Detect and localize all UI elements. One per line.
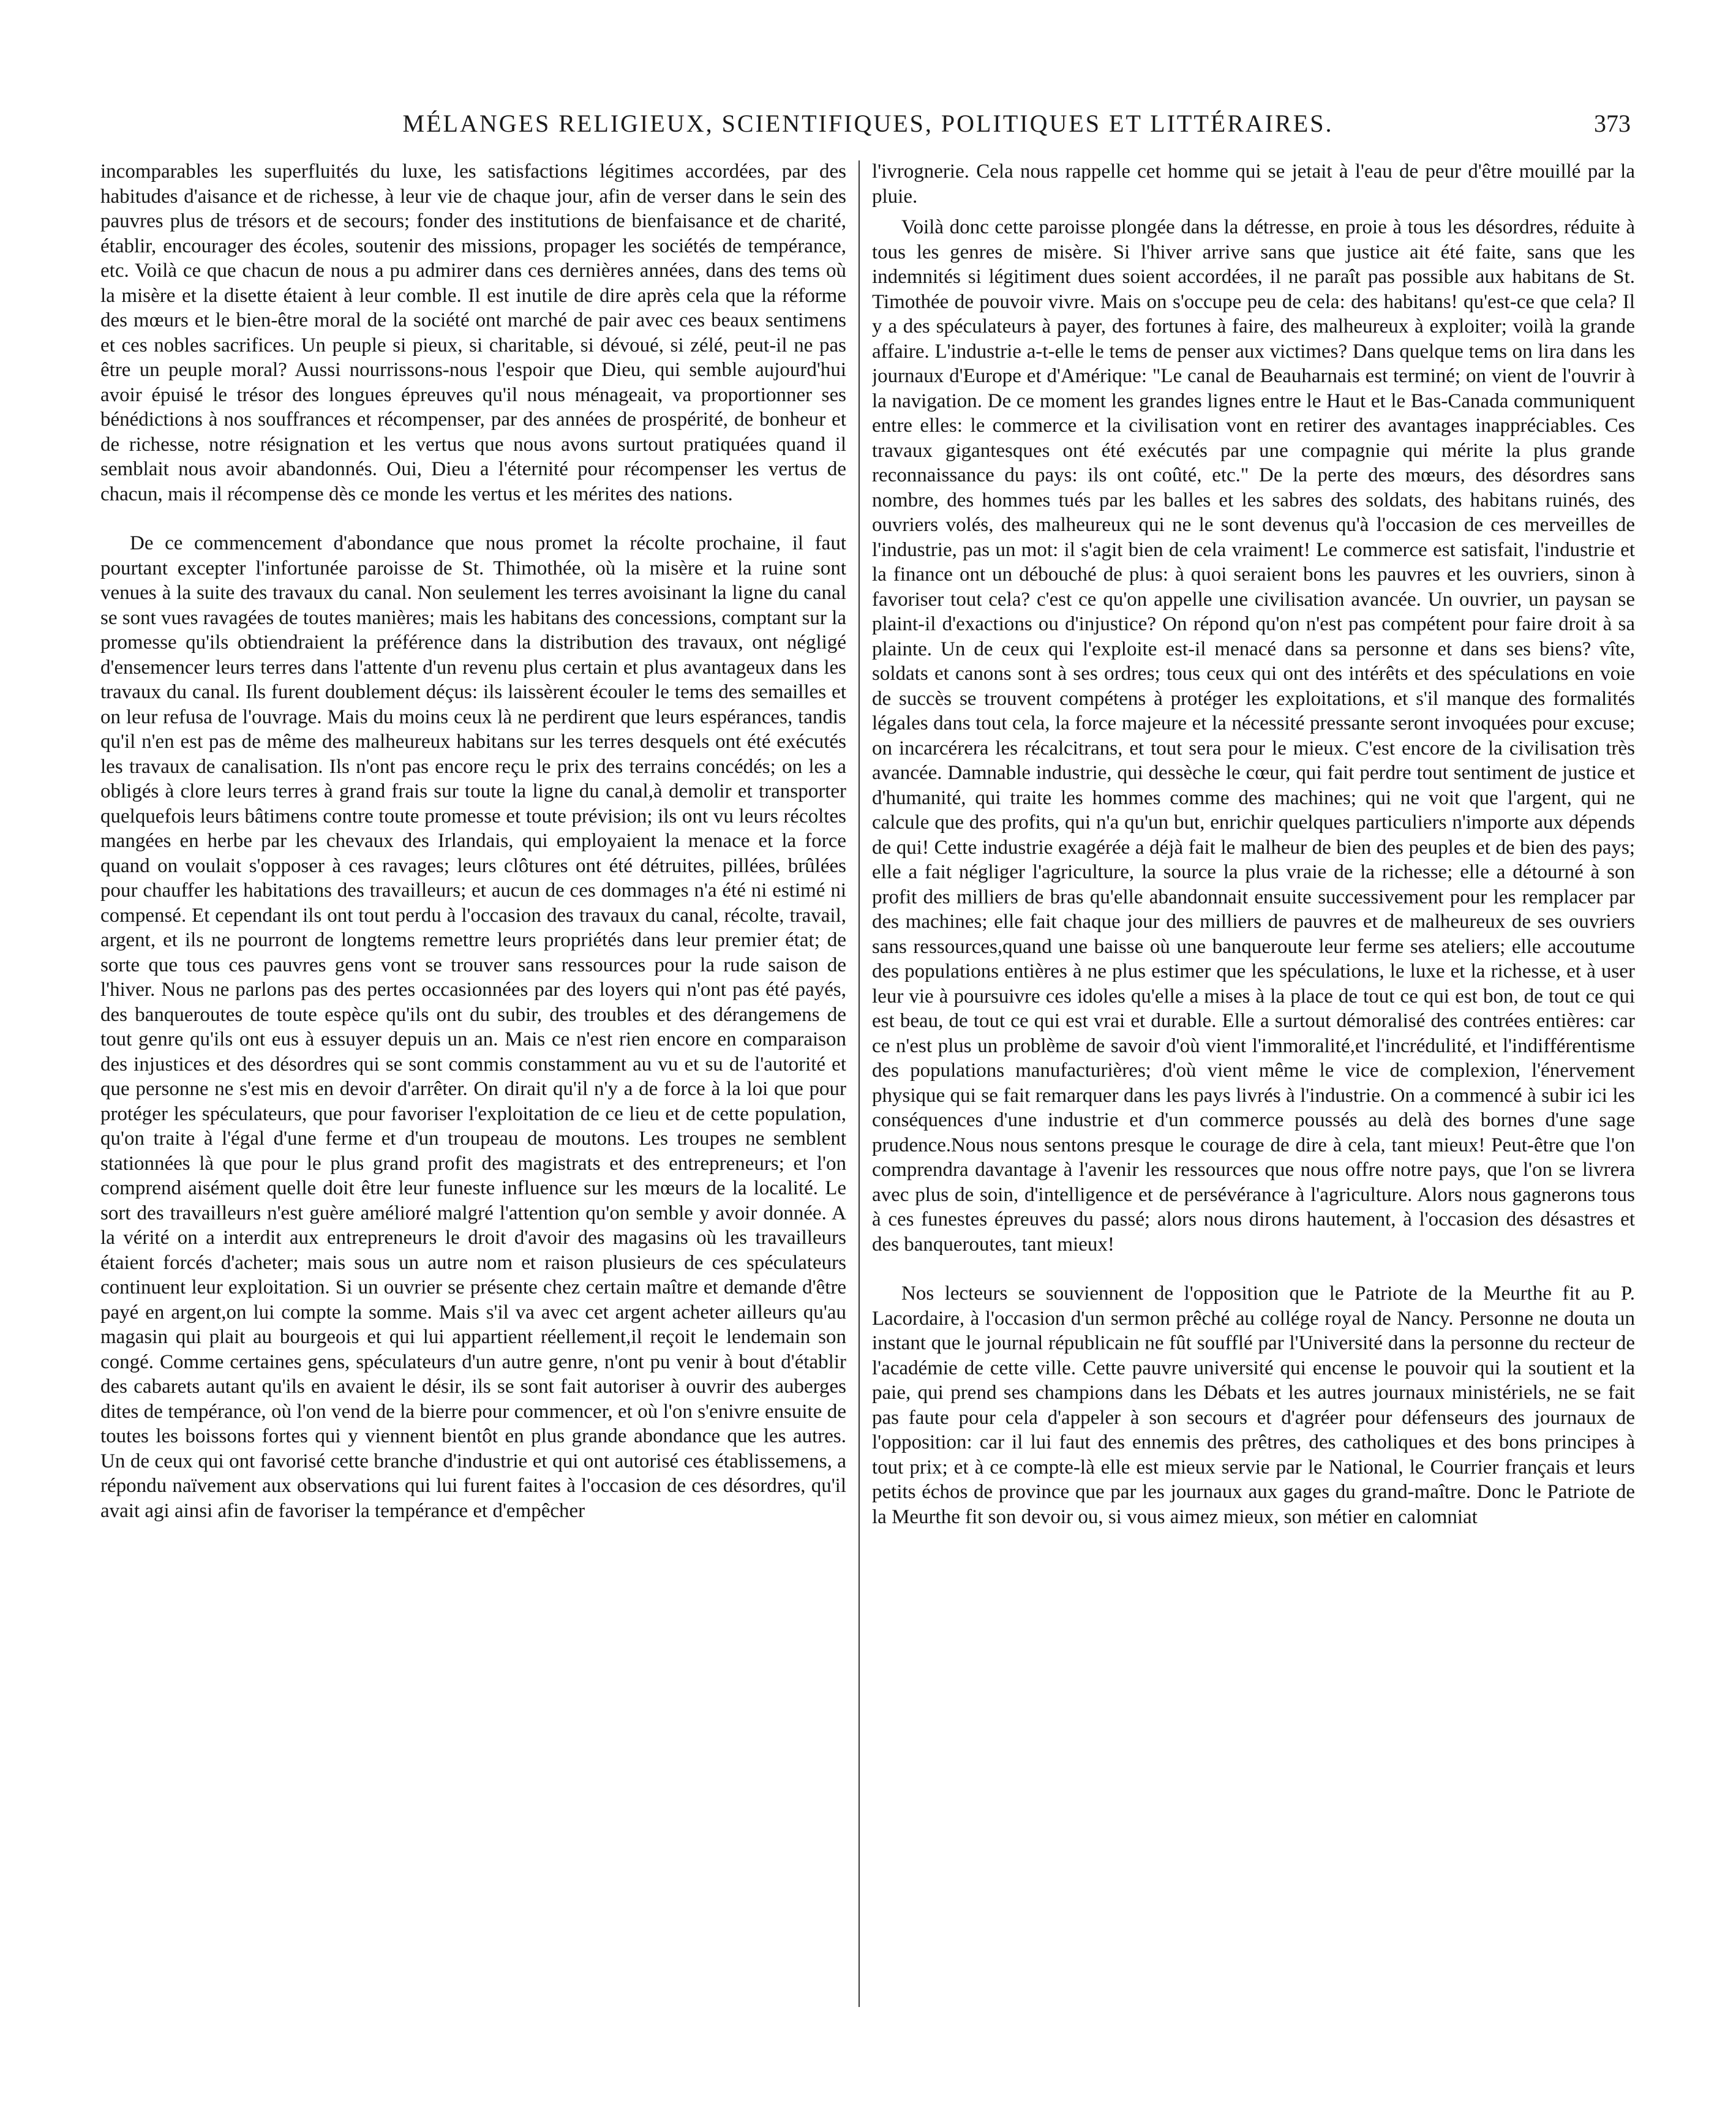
right-paragraph-2: Voilà donc cette paroisse plongée dans la détresse, en proie à tous les désordres, réduite à tous les genres de misère. Si l'hiver arrive sans que justice ait été faite, sans que les indemnités si légitiment dues soient accordées, il ne paraît pas possible aux habitans de St. Timothée de pouvoir vivre. Mais on s'occupe peu de cela: des habitans! qu'est-ce que cela? Il y a des spéculateurs à payer, des fortunes à faire, des malheureux à exploiter; voilà la grande affaire. L'industrie a-t-elle le tems de penser aux victimes? Dans quelque tems on lira dans les journaux d'Europe et d'Amérique: "Le canal de Beauharnais est terminé; on vient de l'ouvrir à la navigation. De ce moment les grandes lignes entre le Haut et le Bas-Canada communiquent entre elles: le commerce et la civilisation vont en retirer des avantages inappréciables. Ces travaux gigantesques ont été exécutés par une compagnie qui mérite la plus grande reconnaissance du pays: ils ont coûté, etc." De la perte des mœurs, des désordres sans nombre, des hommes tués par les balles et les sabres des soldats, des habitans ruinés, des ouvriers volés, des malheureux qui ne le sont devenus qu'à l'occasion de ces merveilles de l'industrie, pas un mot: il s'agit bien de cela vraiment! Le commerce est satisfait, l'industrie et la finance ont un débouché de plus: à quoi seraient bons les pauvres et les ouvriers, sinon à favoriser tout cela? c'est ce qu'on appelle une civilisation avancée. Un ouvrier, un paysan se plaint-il d'exactions ou d'injustice? On répond qu'on n'est pas compétent pour faire droit à sa plainte. Un de ceux qui l'exploite est-il menacé dans sa personne et dans ses biens? vîte, soldats et canons sont à ses ordres; tous ceux qui ont des intérêts et des spéculations en voie de succès se trouvent compétens à protéger les exploitations, et s'il manque des formalités légales dans tout cela, la force majeure et la nécessité pressante seront invoquées pour excuse; on incarcérera les récalcitrans, et tout sera pour le mieux. C'est encore de la civilisation très avancée. Damnable industrie, qui dessèche le cœur, qui fait perdre tout sentiment de justice et d'humanité, qui traite les hommes comme des machines; qui ne voit que l'argent, qui ne calcule que des profits, qui n'a qu'un but, enrichir quelques particuliers n'importe aux dépends de qui! Cette industrie exagérée a déjà fait le malheur de bien des peuples et de bien des pays; elle a fait négliger l'agriculture, la source la plus vraie de la richesse; elle a détourné à son profit des milliers de bras qu'elle abandonnait ensuite successivement pour les remplacer par des machines; elle fait chaque jour des milliers de pauvres et de malheureux de ses ouvriers sans ressources,quand une baisse où une banqueroute leur ferme ses ateliers; elle accoutume des populations entières à ne plus estimer que les spéculations, le luxe et la richesse, et à user leur vie à poursuivre ces idoles qu'elle a mises à la place de tout ce qui est bon, de tout ce qui est beau, de tout ce qui est vrai et durable. Elle a surtout démoralisé des contrées entières: car ce n'est plus un problème de savoir d'où vient l'immoralité,et l'incrédulité, et l'indifférentisme des populations manufacturières; d'où vient même le vice de complexion, l'énervement physique qui se fait remarquer dans les pays livrés à l'industrie. On a commencé à subir ici les conséquences d'une industrie et d'un commerce poussés au delà des bornes d'une sage prudence.Nous nous sentons presque le courage de dire à cela, tant mieux! Peut-être que l'on comprendra davantage à l'avenir les ressources que nous offre notre pays, que l'on se livrera avec plus de soin, d'intelligence et de persévérance à l'agriculture. Alors nous gagnerons tous à ces funestes épreuves du passé; alors nous dirons hautement, à l'occasion des désastres et des banqueroutes, tant mieux! <box>872 216 1635 1256</box>
right-paragraph-3: Nos lecteurs se souviennent de l'opposition que le Patriote de la Meurthe fit au P. Lacordaire, à l'occasion d'un sermon prêché au collége royal de Nancy. Personne ne douta un instant que le journal républicain ne fût soufflé par l'Université dans la personne du recteur de l'académie de cette ville. Cette pauvre université qui encense le pouvoir qui la soutient et la paie, qui prend ses champions dans les Débats et les autres journaux ministériels, ne se fait pas faute pour cela d'appeler à son secours et d'agréer pour défenseurs des journaux de l'opposition: car il lui faut des ennemis des prêtres, des catholiques et des bons principes à tout prix; et à ce compte-là elle est mieux servie par le National, le Courrier français et leurs petits échos de province que par les journaux aux gages du grand-maître. Donc le Patriote de la Meurthe fit son devoir ou, si vous aimez mieux, son métier en calomniat <box>872 1282 1635 1528</box>
right-paragraph-1: l'ivrognerie. Cela nous rappelle cet homme qui se jetait à l'eau de peur d'être mouillé par la pluie. <box>872 160 1635 208</box>
page-header <box>100 104 1636 153</box>
left-paragraph-1: incomparables les superfluités du luxe, les satisfactions légitimes accordées, par des habitudes d'aisance et de richesse, à leur vie de chaque jour, afin de verser dans le sein des pauvres plus de trésors et de secours; fonder des institutions de bienfaisance et de charité, établir, encourager des écoles, soutenir des missions, propager les sociétés de tempérance, etc. Voilà ce que chacun de nous a pu admirer dans ces dernières années, dans des tems où la misère et la disette étaient à leur comble. Il est inutile de dire après cela que la réforme des mœurs et le bien-être moral de la société ont marché de pair avec ces beaux sentimens et ces nobles sacrifices. Un peuple si pieux, si charitable, si dévoué, si zélé, peut-il ne pas être un peuple moral? Aussi nourrissons-nous l'espoir que Dieu, qui semble aujourd'hui avoir épuisé le trésor des longues épreuves qu'il nous ménageait, va proportionner ses bénédictions à nos souffrances et récompenser, par des années de prospérité, de bonheur et de richesse, notre résignation et les vertus que nous avons surtout pratiquées quand il semblait nous avoir abandonnés. Oui, Dieu a l'éternité pour récompenser les vertus de chacun, mais il récompense dès ce monde les vertus et les mérites des nations. <box>100 160 846 505</box>
running-title: MÉLANGES RELIGIEUX, SCIENTIFIQUES, POLITIQUES ET LITTÉRAIRES. <box>402 110 1334 137</box>
left-paragraph-2: De ce commencement d'abondance que nous promet la récolte prochaine, il faut pourtant excepter l'infortunée paroisse de St. Thimothée, où la misère et la ruine sont venues à la suite des travaux du canal. Non seulement les terres avoisinant la ligne du canal se sont vues ravagées de toutes manières; mais les habitans des concessions, comptant sur la promesse qu'ils obtiendraient la préférence dans la distribution des travaux, ont négligé d'ensemencer leurs terres dans l'attente d'un revenu plus certain et plus avantageux dans les travaux du canal. Ils furent doublement déçus: ils laissèrent écouler le tems des semailles et on leur refusa de l'ouvrage. Mais du moins ceux là ne perdirent que leurs espérances, tandis qu'il n'en est pas de même des malheureux habitans sur les terres desquels ont été exécutés les travaux de canalisation. Ils n'ont pas encore reçu le prix des terrains concédés; on les a obligés à clore leurs terres à grand frais sur toute la ligne du canal,à demolir et transporter quelquefois leurs bâtimens contre toute promesse et toute prévision; ils ont vu leurs récoltes mangées en herbe par les chevaux des Irlandais, qui employaient la menace et la force quand on voulait s'opposer à ces ravages; leurs clôtures ont été détruites, pillées, brûlées pour chauffer les habitations des travailleurs; et aucun de ces dommages n'a été ni estimé ni compensé. Et cependant ils ont tout perdu à l'occasion des travaux du canal, récolte, travail, argent, et ils ne pourront de longtems remettre leurs propriétés dans leur premier état; de sorte que tous ces pauvres gens vont se trouver sans ressources pour la rude saison de l'hiver. Nous ne parlons pas des pertes occasionnées par des loyers qui n'ont pas été payés, des banqueroutes de toute espèce qu'ils ont du subir, des troubles et des dérangemens de tout genre qu'ils ont eus à essuyer depuis un an. Mais ce n'est rien encore en comparaison des injustices et des désordres qui se sont commis constamment au vu et su de l'autorité et que personne ne s'est mis en devoir d'arrêter. On dirait qu'il n'y a de force à la loi que pour protéger les spéculateurs, que pour favoriser l'exploitation de ce lieu et de cette population, qu'on traite à l'égal d'une ferme et d'un troupeau de moutons. Les troupes ne semblent stationnées là que pour le plus grand profit des magistrats et des entrepreneurs; et l'on comprend aisément quelle doit être leur funeste influence sur les mœurs de la localité. Le sort des travailleurs n'est guère amélioré malgré l'attention qu'on semble y avoir donnée. A la vérité on a interdit aux entrepreneurs le droit d'avoir des magasins où les travailleurs étaient forcés d'acheter; mais sous un autre nom et raison plusieurs de ces spéculateurs continuent leur exploitation. Si un ouvrier se présente chez certain maître et demande d'être payé en argent,on lui compte la somme. Mais s'il va avec cet argent acheter ailleurs qu'au magasin qui plait au bourgeois et qui lui appartient réellement,il reçoit le lendemain son congé. Comme certaines gens, spéculateurs d'un autre genre, n'ont pu venir à bout d'établir des cabarets autant qu'ils en avaient le désir, ils se sont fait autoriser à ouvrir des auberges dites de tempérance, où l'on vend de la bierre pour commencer, et où l'on s'enivre ensuite de toutes les boissons fortes qui y viennent bientôt en plus grande abondance que les autres. Un de ceux qui ont favorisé cette branche d'industrie et qui ont autorisé ces établissemens, a répondu naïvement aux observations qui lui furent faites à l'occasion de ces désordres, qu'il avait agi ainsi afin de favoriser la tempérance et d'empêcher <box>100 532 846 1522</box>
page-number: 373 <box>1594 110 1631 137</box>
right-column <box>872 159 1635 2013</box>
column-rule <box>859 160 860 2007</box>
left-column <box>100 159 846 2013</box>
